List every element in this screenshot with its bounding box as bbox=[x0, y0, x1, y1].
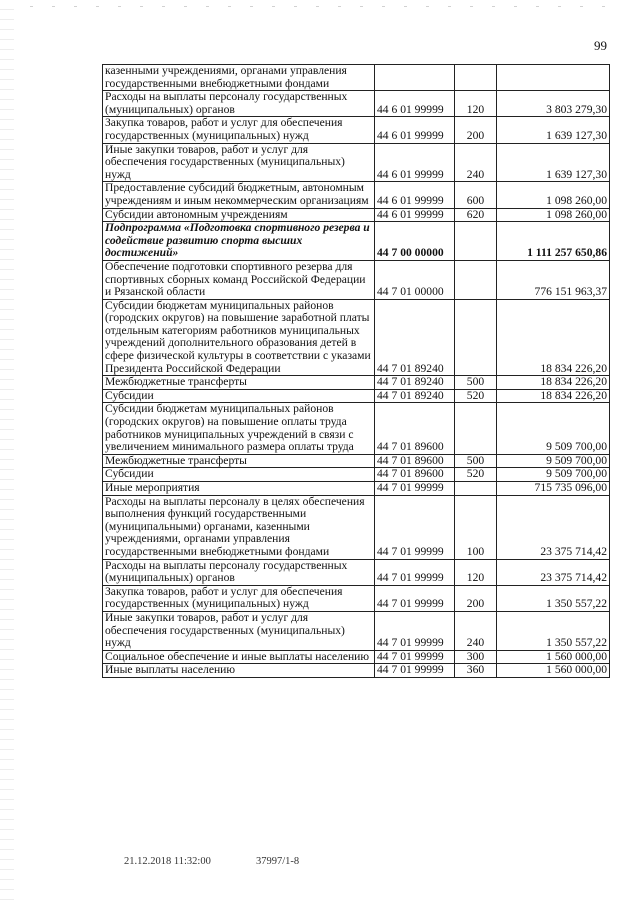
row-name: Межбюджетные трансферты bbox=[103, 454, 375, 468]
row-sum: 18 834 226,20 bbox=[497, 299, 610, 376]
row-sum: 18 834 226,20 bbox=[497, 376, 610, 390]
row-name: Предоставление субсидий бюджетным, автономным учреждениям и иным некоммерческим организациям bbox=[103, 182, 375, 208]
row-name: Субсидии bbox=[103, 389, 375, 403]
row-code: 44 6 01 99999 bbox=[375, 91, 455, 117]
row-sum: 1 639 127,30 bbox=[497, 143, 610, 182]
row-code: 44 7 01 89600 bbox=[375, 454, 455, 468]
row-name: Обеспечение подготовки спортивного резерва для спортивных сборных команд Российской Федерации и Рязанской области bbox=[103, 260, 375, 299]
row-sum: 1 111 257 650,86 bbox=[497, 222, 610, 261]
row-name: Иные закупки товаров, работ и услуг для обеспечения государственных (муниципальных) нужд bbox=[103, 611, 375, 650]
table-row bbox=[103, 182, 610, 208]
row-sum: 23 375 714,42 bbox=[497, 559, 610, 585]
table-row bbox=[103, 389, 610, 403]
scan-margin-artifact bbox=[0, 0, 14, 905]
row-name: Расходы на выплаты персоналу государственных (муниципальных) органов bbox=[103, 91, 375, 117]
row-code: 44 7 01 99999 bbox=[375, 611, 455, 650]
row-name: Субсидии бюджетам муниципальных районов (городских округов) на повышение заработной платы отдельным категориям работников муниципальных учреждений дополнительного образования детей в сфере физической культуры в соответствии с указами Президента Российской Федерации bbox=[103, 299, 375, 376]
row-name: Социальное обеспечение и иные выплаты населению bbox=[103, 650, 375, 664]
table-row bbox=[103, 664, 610, 678]
row-name: Закупка товаров, работ и услуг для обеспечения государственных (муниципальных) нужд bbox=[103, 585, 375, 611]
table-row bbox=[103, 117, 610, 143]
row-type: 600 bbox=[455, 182, 497, 208]
row-type bbox=[455, 403, 497, 454]
row-code: 44 7 01 00000 bbox=[375, 260, 455, 299]
row-type: 620 bbox=[455, 208, 497, 222]
row-type: 500 bbox=[455, 376, 497, 390]
budget-table bbox=[102, 64, 610, 678]
table-row-subprogram bbox=[103, 222, 610, 261]
row-code: 44 7 00 00000 bbox=[375, 222, 455, 261]
row-type: 120 bbox=[455, 91, 497, 117]
row-sum: 1 560 000,00 bbox=[497, 650, 610, 664]
row-sum: 1 560 000,00 bbox=[497, 664, 610, 678]
row-name: казенными учреждениями, органами управления государственными внебюджетными фондами bbox=[103, 65, 375, 91]
row-name: Подпрограмма «Подготовка спортивного резерва и содействие развитию спорта высших достижений» bbox=[103, 222, 375, 261]
row-sum: 9 509 700,00 bbox=[497, 468, 610, 482]
scan-top-artifact bbox=[30, 6, 620, 7]
table-row bbox=[103, 559, 610, 585]
row-code: 44 6 01 99999 bbox=[375, 208, 455, 222]
row-name: Субсидии автономным учреждениям bbox=[103, 208, 375, 222]
row-type: 200 bbox=[455, 585, 497, 611]
row-name: Расходы на выплаты персоналу государственных (муниципальных) органов bbox=[103, 559, 375, 585]
row-code: 44 6 01 99999 bbox=[375, 117, 455, 143]
row-sum: 1 350 557,22 bbox=[497, 611, 610, 650]
row-type: 520 bbox=[455, 389, 497, 403]
footer-timestamp: 21.12.2018 11:32:00 bbox=[124, 856, 211, 867]
row-code: 44 7 01 89600 bbox=[375, 403, 455, 454]
row-code: 44 6 01 99999 bbox=[375, 182, 455, 208]
row-code: 44 7 01 99999 bbox=[375, 559, 455, 585]
row-code: 44 7 01 99999 bbox=[375, 650, 455, 664]
row-code: 44 7 01 99999 bbox=[375, 585, 455, 611]
table-row bbox=[103, 376, 610, 390]
row-type bbox=[455, 482, 497, 496]
row-name: Субсидии bbox=[103, 468, 375, 482]
table-row bbox=[103, 260, 610, 299]
table-row bbox=[103, 482, 610, 496]
row-type: 240 bbox=[455, 143, 497, 182]
row-type bbox=[455, 260, 497, 299]
page-number: 99 bbox=[594, 38, 607, 53]
row-code: 44 7 01 89600 bbox=[375, 468, 455, 482]
row-code: 44 7 01 99999 bbox=[375, 664, 455, 678]
budget-table-body bbox=[103, 65, 610, 678]
row-name: Межбюджетные трансферты bbox=[103, 376, 375, 390]
row-type: 200 bbox=[455, 117, 497, 143]
row-code bbox=[375, 65, 455, 91]
row-sum: 3 803 279,30 bbox=[497, 91, 610, 117]
row-name: Иные выплаты населению bbox=[103, 664, 375, 678]
table-row bbox=[103, 585, 610, 611]
table-row bbox=[103, 403, 610, 454]
table-row bbox=[103, 208, 610, 222]
row-sum: 9 509 700,00 bbox=[497, 454, 610, 468]
row-name: Иные мероприятия bbox=[103, 482, 375, 496]
row-code: 44 7 01 99999 bbox=[375, 495, 455, 559]
row-type bbox=[455, 65, 497, 91]
row-code: 44 7 01 99999 bbox=[375, 482, 455, 496]
row-sum: 1 098 260,00 bbox=[497, 208, 610, 222]
row-type bbox=[455, 222, 497, 261]
table-row bbox=[103, 468, 610, 482]
row-type: 300 bbox=[455, 650, 497, 664]
row-code: 44 6 01 99999 bbox=[375, 143, 455, 182]
row-sum: 776 151 963,37 bbox=[497, 260, 610, 299]
row-sum: 1 098 260,00 bbox=[497, 182, 610, 208]
row-code: 44 7 01 89240 bbox=[375, 299, 455, 376]
row-sum: 18 834 226,20 bbox=[497, 389, 610, 403]
table-row bbox=[103, 143, 610, 182]
row-sum: 1 350 557,22 bbox=[497, 585, 610, 611]
table-row bbox=[103, 611, 610, 650]
row-type: 500 bbox=[455, 454, 497, 468]
row-type bbox=[455, 299, 497, 376]
table-row bbox=[103, 91, 610, 117]
row-type: 100 bbox=[455, 495, 497, 559]
footer-doc-id: 37997/1-8 bbox=[256, 856, 300, 867]
row-sum bbox=[497, 65, 610, 91]
table-row bbox=[103, 299, 610, 376]
row-type: 120 bbox=[455, 559, 497, 585]
row-sum: 9 509 700,00 bbox=[497, 403, 610, 454]
row-sum: 23 375 714,42 bbox=[497, 495, 610, 559]
row-code: 44 7 01 89240 bbox=[375, 389, 455, 403]
row-sum: 715 735 096,00 bbox=[497, 482, 610, 496]
row-code: 44 7 01 89240 bbox=[375, 376, 455, 390]
row-name: Иные закупки товаров, работ и услуг для обеспечения государственных (муниципальных) нужд bbox=[103, 143, 375, 182]
table-row bbox=[103, 454, 610, 468]
row-name: Расходы на выплаты персоналу в целях обеспечения выполнения функций государственными (муниципальными) органами, казенными учреждениями, органами управления государственными внебюджетными фондами bbox=[103, 495, 375, 559]
row-type: 240 bbox=[455, 611, 497, 650]
row-type: 360 bbox=[455, 664, 497, 678]
table-row bbox=[103, 65, 610, 91]
row-sum: 1 639 127,30 bbox=[497, 117, 610, 143]
row-type: 520 bbox=[455, 468, 497, 482]
table-row bbox=[103, 495, 610, 559]
table-row bbox=[103, 650, 610, 664]
row-name: Субсидии бюджетам муниципальных районов (городских округов) на повышение оплаты труда работников муниципальных учреждений в связи с увеличением минимального размера оплаты труда bbox=[103, 403, 375, 454]
row-name: Закупка товаров, работ и услуг для обеспечения государственных (муниципальных) нужд bbox=[103, 117, 375, 143]
